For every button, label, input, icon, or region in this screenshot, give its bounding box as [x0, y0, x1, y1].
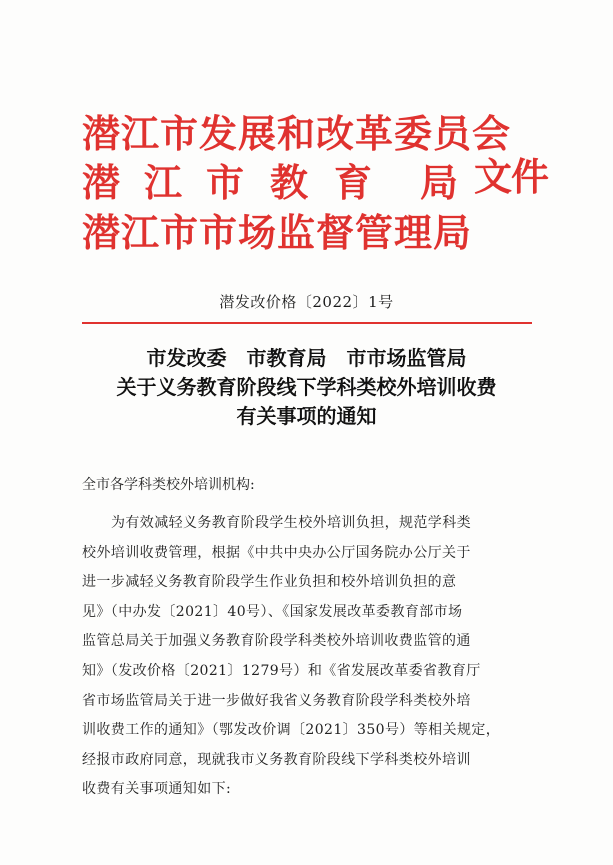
- title-line-3: 有关事项的通知: [236, 404, 377, 428]
- issuer-education-bureau-char: 局: [420, 160, 459, 205]
- paragraph-line: 监管总局关于加强义务教育阶段学科类校外培训收费监管的通: [82, 633, 471, 650]
- document-title: [0, 344, 613, 431]
- paragraph-line: 进一步减轻义务教育阶段学生作业负担和校外培训负担的意: [82, 574, 457, 591]
- paragraph-line: 经报市政府同意，现就我市义务教育阶段线下学科类校外培训: [82, 751, 471, 768]
- paragraph-line: 见》（中办发〔2021〕40号）、《国家发展改革委教育部市场: [82, 603, 463, 620]
- document-body: [82, 475, 534, 805]
- title-line-1: 市发改委 市教育局 市市场监管局: [146, 346, 467, 370]
- paragraph-line: 训收费工作的通知》（鄂发改价调〔2021〕350号）等相关规定，: [82, 722, 501, 739]
- document-number: 潜发改价格〔2022〕1号: [219, 293, 394, 311]
- issuer-education-bureau-char: 市: [206, 160, 245, 205]
- issuer-market-supervision-bureau: 潜江市市场监督管理局: [82, 210, 473, 255]
- paragraph-line: 收费有关事项通知如下:: [82, 781, 232, 798]
- issuing-agencies-header: [82, 112, 552, 262]
- body-paragraph: [82, 509, 534, 805]
- issuer-education-bureau: [82, 161, 458, 205]
- paragraph-line: 校外培训收费管理，根据《中共中央办公厅国务院办公厅关于: [82, 544, 471, 561]
- issuer-education-bureau-char: 潜: [82, 160, 121, 205]
- red-divider-line: [82, 322, 532, 324]
- paragraph-line: 知》（发改价格〔2021〕1279号）和《省发展改革委省教育厅: [82, 662, 481, 679]
- title-line-2: 关于义务教育阶段线下学科类校外培训收费: [116, 375, 497, 399]
- issuer-education-bureau-char: 教: [270, 160, 309, 205]
- document-suffix: 文件: [474, 154, 549, 199]
- issuer-education-bureau-char: 育: [334, 160, 373, 205]
- issuer-education-bureau-char: 江: [144, 160, 183, 205]
- paragraph-line: 省市场监管局关于进一步做好我省义务教育阶段学科类校外培: [82, 692, 471, 709]
- issuer-development-reform-commission: 潜江市发展和改革委员会: [82, 111, 512, 156]
- addressee: 全市各学科类校外培训机构:: [82, 477, 255, 493]
- paragraph-line: 为有效减轻义务教育阶段学生校外培训负担，规范学科类: [111, 515, 471, 531]
